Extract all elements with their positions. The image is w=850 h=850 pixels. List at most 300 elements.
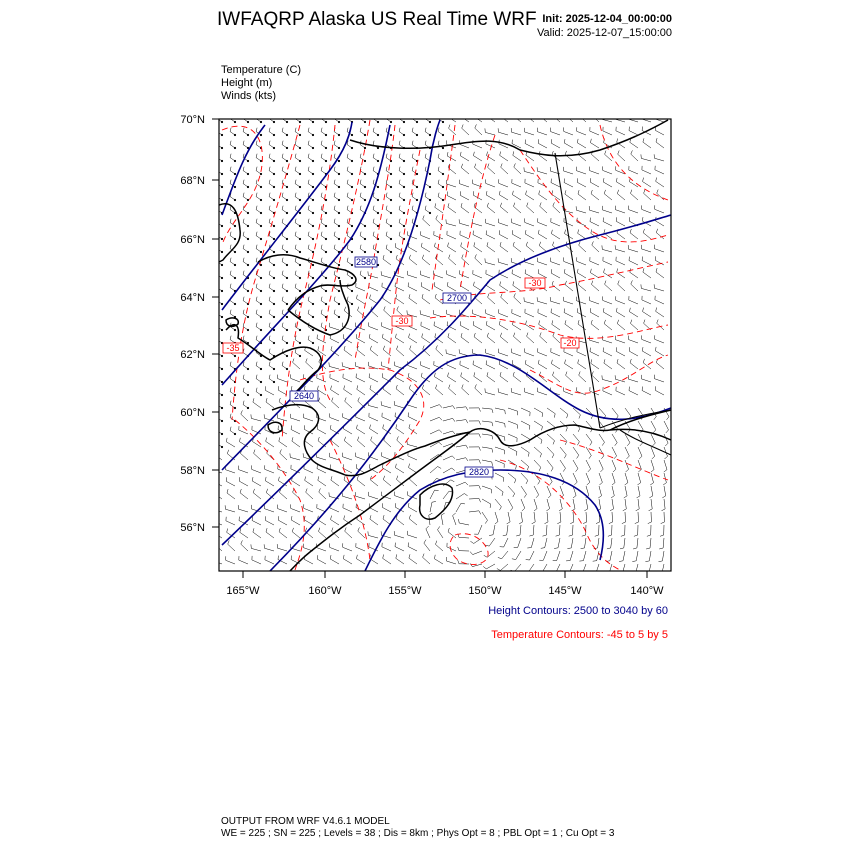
wind-barb-feather [629,217,630,221]
wind-barb-feather [513,242,514,246]
wind-barb [456,458,466,460]
wind-barb-feather [217,440,218,444]
wind-barb-dot [286,264,288,266]
wind-barb-feather [448,373,449,377]
wind-barb [637,538,638,548]
wind-barb [612,486,614,496]
wind-barb-feather [357,425,358,429]
wind-barb-dot [286,186,288,188]
wind-barb-feather [360,271,361,275]
wind-barb [578,285,586,291]
wind-barb-dot [403,160,405,162]
wind-barb-feather [269,258,270,262]
wind-barb [508,421,517,425]
wind-barb-dot [312,212,314,214]
wind-barb-feather [643,268,644,272]
wind-barb-dot [273,316,275,318]
wind-barb-feather [659,548,663,549]
wind-barb-feather [501,164,503,168]
wind-barb-feather [660,535,664,536]
wind-barb-feather [383,555,384,559]
wind-barb-feather [500,333,501,337]
wind-barb [586,447,591,456]
wind-barb [499,353,509,356]
wind-barb-feather [370,515,371,519]
wind-barb-feather [651,470,654,473]
wind-barb-feather [386,128,387,132]
wind-barb [358,531,365,538]
wind-barb [240,532,248,538]
wind-barb-feather [282,128,283,132]
wind-barb-feather [291,516,292,520]
wind-barb [629,351,638,356]
lat-axis [212,119,219,527]
wind-barb-feather [386,115,387,119]
wind-barb-feather [345,398,347,402]
wind-barb [656,272,664,278]
wind-barb-feather [382,503,383,507]
wind-barb [409,298,417,304]
wind-barb-dot [286,277,288,279]
wind-barb-feather [230,141,231,145]
wind-barb-feather [435,243,436,247]
wind-barb [396,389,404,395]
wind-barb-feather [461,164,462,168]
wind-barb-feather [652,456,655,459]
wind-barb [381,405,391,408]
wind-barb [382,468,391,473]
wind-barb-feather [462,255,464,259]
wind-barb-feather [412,180,413,184]
wind-barb-feather [280,449,282,453]
wind-barb-feather [230,245,231,249]
wind-barb-feather [559,509,562,511]
wind-barb-dot [247,329,249,331]
wind-barb-feather [269,323,270,327]
wind-barb-dot [273,277,275,279]
wind-barb-dot [338,212,340,214]
wind-barb-dot [429,212,431,214]
wind-barb [643,272,651,278]
wind-barb [421,247,430,252]
wind-barb-dot [377,225,379,227]
wind-barb-feather [479,421,481,425]
wind-barb [396,558,404,564]
wind-barb-feather [360,245,361,249]
wind-barb-feather [308,193,309,197]
wind-barb [265,469,274,473]
wind-barb-dot [312,251,314,253]
wind-barb [551,143,560,148]
wind-barb-feather [573,496,576,499]
wind-barb [564,261,573,265]
wind-barb-feather [620,548,624,549]
wind-barb [578,363,586,369]
wind-barb-feather [412,193,413,197]
wind-barb [369,287,378,291]
wind-barb-feather [269,219,270,223]
wind-barb-feather [629,347,630,351]
wind-barb-feather [551,269,552,273]
lat-label: 64°N [180,292,205,304]
wind-barb-feather [217,141,218,145]
wind-barb-dot [221,303,223,305]
wind-barb-feather [395,503,396,507]
wind-barb [408,547,417,552]
wind-barb-dot [351,147,353,149]
wind-barb-dot [299,199,301,201]
wind-barb-dot [247,212,249,214]
wind-barb [489,538,495,546]
wind-barb-dot [299,264,301,266]
wind-barb [460,184,470,187]
wind-barb [578,155,586,161]
wind-barb [369,378,378,383]
wind-barb-dot [299,342,301,344]
wind-barb-dot [247,173,249,175]
wind-barb-feather [373,180,374,184]
wind-barb-feather [649,509,653,511]
wind-barb-feather [319,398,320,402]
wind-barb-feather [577,139,578,143]
wind-barb-feather [425,167,426,171]
wind-barb-feather [308,180,309,184]
wind-barb-dot [260,316,262,318]
wind-barb-feather [243,167,244,171]
wind-barb-feather [474,333,475,337]
wind-barb [330,508,339,512]
wind-barb [409,468,417,473]
wind-barb-feather [435,555,436,559]
wind-barb [638,473,641,483]
wind-barb-feather [383,346,384,350]
wind-barb-feather [439,430,442,433]
wind-barb-feather [434,282,435,286]
wind-barb-feather [616,217,617,221]
wind-barb-feather [500,507,502,510]
wind-barb [383,259,391,265]
wind-barb-feather [598,496,601,498]
wind-barb-feather [321,167,322,171]
wind-barb-dot [377,251,379,253]
wind-barb-feather [564,455,566,458]
wind-barb-feather [344,476,345,480]
wind-barb [280,453,287,460]
wind-barb-feather [399,154,400,158]
wind-barb-feather [534,509,537,512]
wind-barb [252,469,261,473]
wind-barb-feather [334,232,335,236]
wind-barb-feather [503,478,504,482]
wind-barb [280,492,288,499]
wind-barb [487,376,495,382]
wind-barb-feather [528,453,529,457]
wind-barb-feather [256,375,257,379]
wind-barb-dot [286,251,288,253]
wind-barb-feather [318,476,319,480]
wind-barb-feather [591,139,592,143]
wind-barb-dot [221,251,223,253]
wind-barb [579,375,586,382]
wind-barb [358,440,366,447]
wind-barb-feather [438,467,442,469]
wind-barb [629,131,638,135]
wind-barb [558,538,560,548]
wind-barb-dot [260,186,262,188]
wind-barb [429,515,430,525]
wind-barb-dot [429,121,431,123]
wind-barb [434,286,443,291]
wind-barb [423,557,430,564]
wind-barb-dot [364,134,366,136]
wind-barb-feather [447,152,448,156]
wind-barb-feather [217,427,218,431]
wind-barb-dot [221,160,223,162]
wind-barb [603,312,612,317]
wind-barb-feather [563,468,565,471]
wind-barb-dot [234,303,236,305]
wind-barb-feather [448,203,449,207]
wind-barb [569,564,573,573]
wind-barb [407,444,417,447]
wind-barb-dot [351,186,353,188]
wind-barb-dot [286,199,288,201]
wind-barb [618,154,625,161]
wind-barb [395,247,404,252]
wind-barbs-layer [212,111,669,574]
wind-barb-feather [525,230,526,234]
wind-barb-dot [364,186,366,188]
wind-barb-dot [221,199,223,201]
temp-label-text: -30 [395,316,409,326]
wind-barb [664,499,665,509]
wind-barb-dot [338,173,340,175]
wind-barb [547,460,553,468]
wind-barb-feather [541,548,545,549]
wind-barb [460,365,469,369]
wind-barb [592,245,599,252]
wind-barb-feather [373,115,374,119]
wind-barb [636,564,639,574]
wind-barb-feather [370,425,371,429]
wind-barb [330,417,339,421]
wind-barb-feather [604,229,605,233]
wind-barb [638,512,639,522]
wind-barb-feather [566,372,567,376]
wind-barb-feather [512,559,516,560]
wind-barb-feather [486,191,487,195]
wind-barb [540,206,547,213]
wind-barb [586,512,587,522]
wind-barb-feather [499,230,500,234]
wind-barb-dot [273,290,275,292]
wind-barb [495,408,505,410]
wind-barb-dot [286,290,288,292]
wind-barb [342,496,352,499]
wind-barb [525,262,535,265]
wind-barb-feather [461,373,462,377]
wind-barb-feather [243,219,244,223]
wind-barb [547,447,554,454]
wind-barb [551,183,560,187]
wind-barb-feather [373,128,374,132]
wind-barb-feather [217,323,218,327]
wind-barb [590,222,599,226]
wind-barb-dot [442,199,444,201]
wind-barb-dot [299,186,301,188]
wind-barb [291,508,300,512]
wind-barb [486,235,495,240]
wind-barb-feather [282,258,283,262]
wind-barb [212,509,222,512]
wind-barb-feather [510,508,513,511]
wind-barb-feather [536,495,539,498]
wind-barb [656,363,664,369]
wind-barb [331,520,339,525]
wind-barb-feather [474,282,475,286]
wind-barb [656,311,664,317]
wind-barb [238,509,248,512]
wind-barb-feather [612,483,615,486]
wind-barb-feather [409,464,410,468]
wind-barb-feather [214,489,215,493]
wind-barb-feather [295,180,296,184]
wind-barb-feather [439,417,442,420]
wind-barb-feather [551,468,553,471]
wind-barb-dot [299,277,301,279]
lat-label: 56°N [180,522,205,534]
wind-barb-dot [351,277,353,279]
wind-barb-feather [360,128,361,132]
wind-barb-feather [435,294,436,298]
wind-barb [459,223,469,226]
wind-barb [539,194,547,200]
wind-barb-feather [256,362,257,366]
wind-barb-feather [243,375,244,379]
wind-barb [443,468,452,473]
wind-barb-feather [217,245,218,249]
wind-barb [630,142,638,148]
wind-barb [538,143,547,148]
wind-barb [495,486,503,492]
wind-barb [629,391,638,395]
wind-barb [474,376,482,382]
height-contour [222,125,390,385]
wind-barb-feather [399,128,400,132]
wind-barb [318,480,326,486]
wind-barb-feather [603,178,604,182]
wind-barb-feather [269,206,270,210]
wind-barb-feather [492,435,493,439]
wind-barb [456,420,466,421]
wind-barb-dot [390,173,392,175]
wind-barb-dot [403,225,405,227]
wind-barb [565,364,573,369]
wind-barb-feather [423,216,425,220]
wind-barb-feather [386,245,387,249]
wind-barb [474,246,482,252]
wind-barb-dot [377,147,379,149]
wind-barb-feather [256,258,257,262]
temp-label-text: -35 [226,343,240,353]
wind-barb-feather [460,191,461,195]
wind-barb-feather [505,410,506,414]
lon-label: 140°W [630,585,664,597]
wind-barb-feather [306,359,308,363]
wind-barb [251,418,261,421]
wind-barb [642,209,651,213]
wind-barb-dot [429,173,431,175]
wind-barb [547,421,555,427]
model-info-line2: WE = 225 ; SN = 225 ; Levels = 38 ; Dis = 8km ; Phys Opt = 8 ; PBL Opt = 1 ; Cu Opt = 3 [221,828,615,839]
wind-barb [571,538,573,548]
wind-barb-feather [256,336,257,340]
wind-barb [343,547,352,551]
wind-barb-feather [577,308,578,312]
wind-barb-feather [643,138,644,142]
wind-barb [394,275,404,278]
wind-barb [602,379,612,382]
wind-barb [343,457,353,460]
valid-time: Valid: 2025-12-07_15:00:00 [537,27,672,39]
wind-barb-dot [234,251,236,253]
wind-barb-feather [461,243,462,247]
wind-barb [447,235,456,239]
wind-barb [570,551,573,561]
wind-barb [227,493,235,499]
wind-barb-feather [321,310,322,314]
wind-barb-feather [526,112,527,116]
wind-barb-feather [438,526,440,529]
wind-barb-dot [390,212,392,214]
wind-barb-feather [458,547,459,551]
wind-barb [629,340,638,343]
wind-barb [500,207,508,213]
wind-barb [589,210,599,213]
wind-barb-feather [538,481,540,484]
wind-barb [473,144,482,148]
wind-barb [447,547,456,551]
wind-barb-feather [412,154,413,158]
wind-barb [330,559,339,564]
wind-barb [475,258,482,265]
wind-barb-feather [649,496,652,498]
wind-barb-feather [266,398,267,402]
wind-barb [538,262,548,265]
wind-barb [657,193,664,200]
wind-barb-feather [579,112,581,116]
wind-barb-feather [278,516,279,520]
wind-barb [265,481,274,486]
wind-barb [534,486,539,495]
wind-barb-dot [234,225,236,227]
wind-barb-dot [260,160,262,162]
wind-barb [596,564,599,574]
wind-barb-feather [451,480,455,482]
wind-barb-feather [318,386,319,390]
wind-barb-feather [373,245,374,249]
wind-barb-feather [330,555,331,559]
wind-barb-feather [439,405,442,408]
wind-barb [651,421,656,430]
wind-barb [615,119,625,122]
wind-barb-feather [516,452,517,456]
wind-barb [408,326,417,330]
wind-barb-feather [217,388,218,392]
wind-barb-feather [553,372,554,376]
wind-barb-dot [312,134,314,136]
wind-barb-dot [338,186,340,188]
